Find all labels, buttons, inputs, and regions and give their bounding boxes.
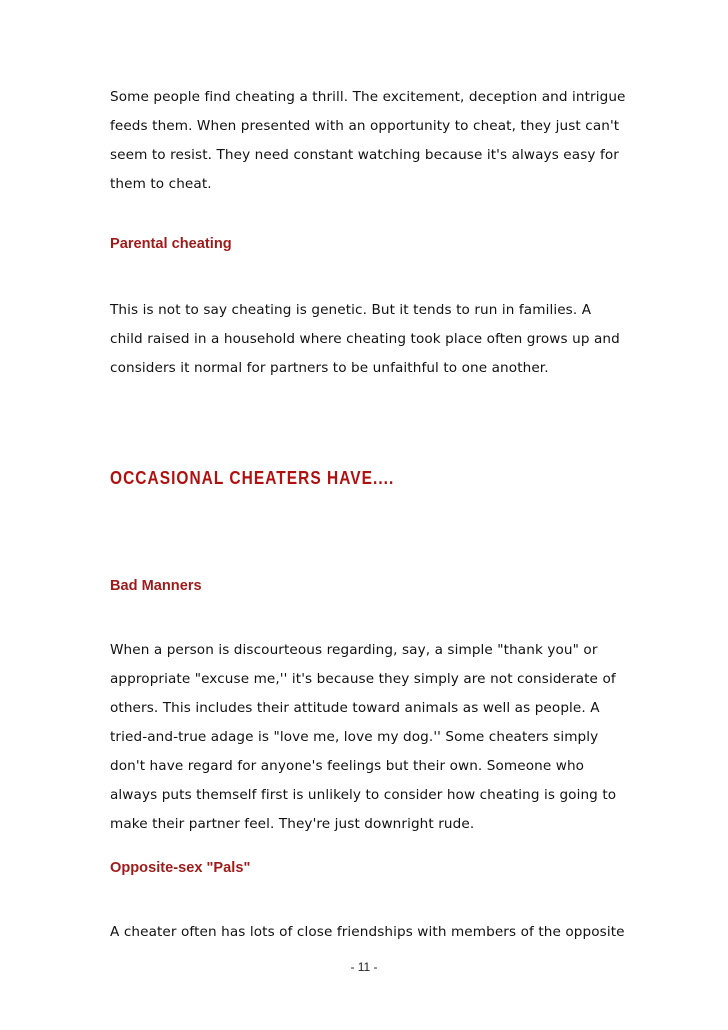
heading-opposite-sex-pals: Opposite-sex "Pals": [110, 860, 251, 876]
text-line: seem to resist. They need constant watching because it's always easy for: [110, 147, 619, 163]
text-line: feeds them. When presented with an opportunity to cheat, they just can't: [110, 118, 620, 134]
text-line: considers it normal for partners to be unfaithful to one another.: [110, 360, 549, 376]
text-line: don't have regard for anyone's feelings but their own. Someone who: [110, 758, 585, 774]
text-line: them to cheat.: [110, 176, 212, 192]
text-line: appropriate "excuse me,'' it's because they simply are not considerate of: [110, 671, 616, 687]
text-line: When a person is discourteous regarding, say, a simple "thank you" or: [110, 642, 598, 658]
page-number: - 11 -: [350, 960, 378, 974]
text-line: This is not to say cheating is genetic. But it tends to run in families. A: [110, 302, 592, 318]
heading-parental-cheating: Parental cheating: [110, 236, 232, 252]
text-line: always puts themself first is unlikely to consider how cheating is going to: [110, 787, 617, 803]
text-line: others. This includes their attitude toward animals as well as people. A: [110, 700, 600, 716]
heading-occasional-cheaters: OCCASIONAL CHEATERS HAVE....: [110, 468, 395, 488]
paragraph-parental: [110, 296, 630, 383]
text-line: child raised in a household where cheating took place often grows up and: [110, 331, 620, 347]
text-line: tried-and-true adage is "love me, love my dog.'' Some cheaters simply: [110, 729, 599, 745]
text-line: make their partner feel. They're just downright rude.: [110, 816, 475, 832]
paragraph-bad-manners: [110, 636, 630, 839]
paragraph-pals: [110, 918, 630, 947]
heading-bad-manners: Bad Manners: [110, 578, 202, 594]
paragraph-thrill: [110, 83, 630, 199]
text-line: A cheater often has lots of close friendships with members of the opposite: [110, 924, 625, 940]
text-line: Some people find cheating a thrill. The excitement, deception and intrigue: [110, 89, 626, 105]
